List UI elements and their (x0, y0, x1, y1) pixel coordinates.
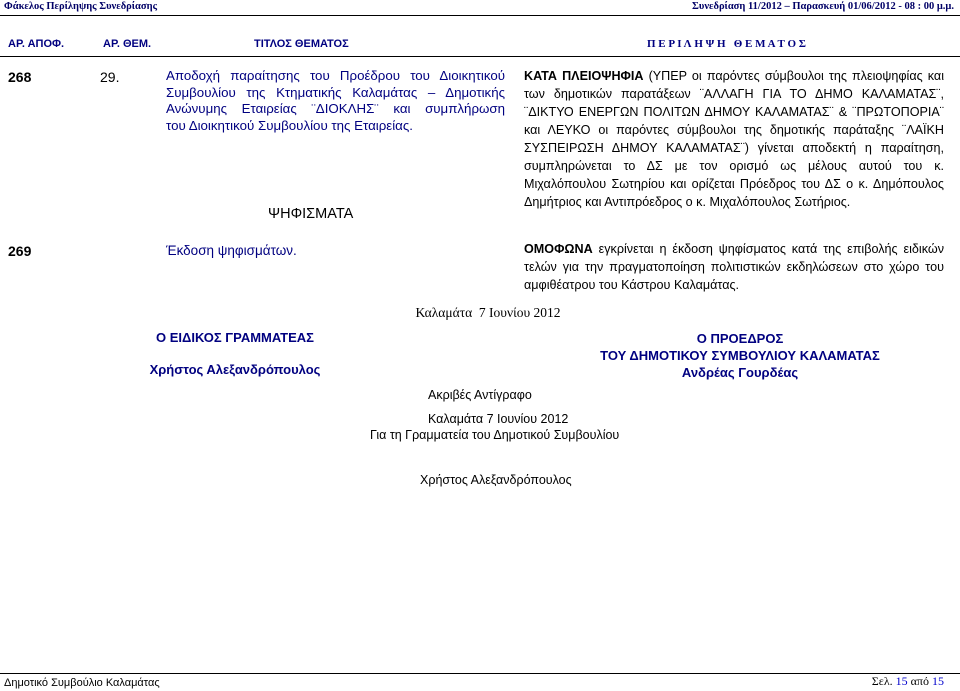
page-prefix: Σελ. (871, 674, 893, 688)
summary-line: συμπληρώνεται το ΔΣ με τον ορισμό ως μέλους αυτού του κ. (524, 159, 944, 173)
page-total: 15 (932, 674, 944, 688)
place-date-text: Καλαμάτα 7 Ιουνίου 2012 (415, 305, 561, 320)
item-268-summary (524, 67, 944, 211)
summary-text: (ΥΠΕΡ οι παρόντες σύμβουλοι της πλειοψηφίας και (643, 69, 944, 83)
certified-signatory: Χρήστος Αλεξανδρόπουλος (420, 473, 572, 487)
column-summary: Π Ε Ρ Ι Λ Η Ψ Η Θ Ε Μ Α Τ Ο Σ (647, 38, 806, 50)
decision-number-269: 269 (8, 243, 32, 259)
title-line: Συμβουλίου της Κτηματικής Καλαμάτας – Δημοτικής (166, 84, 505, 100)
summary-line: ¨ΔΙΚΤΥΟ ΕΝΕΡΓΩΝ ΠΟΛΙΤΩΝ ΔΗΜΟΥ ΚΑΛΑΜΑΤΑΣ¨ & ¨ΠΡΩΤΟΠΟΡΙΑ¨ (524, 105, 944, 119)
item-number-29: 29. (100, 69, 120, 85)
certified-copy-label: Ακριβές Αντίγραφο (428, 388, 532, 402)
item-269-title: Έκδοση ψηφισμάτων. (166, 243, 297, 258)
page-current: 15 (895, 674, 908, 688)
item-268-title (166, 68, 505, 134)
title-line: του Διοικητικού Συμβουλίου της Εταιρείας. (166, 117, 413, 133)
header-document-title: Φάκελος Περίληψης Συνεδρίασης (4, 1, 158, 12)
certified-date: Καλαμάτα 7 Ιουνίου 2012 (428, 412, 569, 426)
summary-text: εγκρίνεται η έκδοση ψηφίσματος κατά της επιβολής ειδικών (592, 242, 944, 256)
decision-number-268: 268 (8, 69, 32, 85)
secretary-name: Χρήστος Αλεξανδρόπουλος (149, 362, 321, 377)
column-header-divider (0, 56, 960, 57)
president-name: Ανδρέας Γουρδέας (681, 365, 799, 380)
column-title: ΤΙΤΛΟΣ ΘΕΜΑΤΟΣ (254, 38, 349, 50)
president-signature (570, 330, 910, 381)
column-item-number: ΑΡ. ΘΕΜ. (103, 38, 152, 50)
place-date (0, 305, 960, 321)
page-of: από (910, 674, 929, 688)
summary-line (524, 240, 944, 258)
summary-line: ΣΥΣΠΕΙΡΩΣΗ ΔΗΜΟΥ ΚΑΛΑΜΑΤΑΣ¨) γίνεται αποδεκτή η παραίτηση, (524, 141, 944, 155)
vote-result: ΟΜΟΦΩΝΑ (524, 242, 593, 256)
secretary-role: Ο ΕΙΔΙΚΟΣ ΓΡΑΜΜΑΤΕΑΣ (156, 330, 314, 345)
summary-line: τελών για την πραγματοποίηση πολιτιστικών εκδηλώσεων στο χώρο του (524, 260, 944, 274)
summary-line: και ΛΕΥΚΟ οι παρόντες σύμβουλοι της δημοτικής παράταξης ¨ΛΑΪΚΗ (524, 123, 944, 137)
header-session-info: Συνεδρίαση 11/2012 – Παρασκευή 01/06/2012 - 08 : 00 μ.μ. (692, 1, 954, 12)
president-role: Ο ΠΡΟΕΔΡΟΣ (696, 331, 784, 346)
summary-line: των δημοτικών παρατάξεων ¨ΑΛΛΑΓΗ ΓΙΑ ΤΟ ΔΗΜΟ ΚΑΛΑΜΑΤΑΣ¨, (524, 87, 944, 101)
section-title-resolutions: ΨΗΦΙΣΜΑΤΑ (268, 206, 354, 222)
summary-line: Δημήτριος και Αντιπρόεδρος ο κ. Μιχαλόπουλος Σωτήριος. (524, 195, 851, 209)
secretary-signature (110, 330, 360, 377)
column-decision-number: ΑΡ. ΑΠΟΦ. (8, 38, 65, 50)
summary-line: Μιχαλόπουλου Σωτηρίου και ορίζεται Πρόεδρος του ΔΣ ο κ. Δημόπουλος (524, 177, 944, 191)
summary-line: αμφιθέατρου του Κάστρου Καλαμάτας. (524, 278, 740, 292)
certified-office: Για τη Γραμματεία του Δημοτικού Συμβουλίου (370, 428, 620, 442)
vote-result: ΚΑΤΑ ΠΛΕΙΟΨΗΦΙΑ (524, 69, 644, 83)
title-line: Ανώνυμης Εταιρείας ¨ΔΙΟΚΛΗΣ¨ και συμπλήρωση (166, 101, 505, 116)
footer-divider (0, 673, 960, 674)
footer-council-name: Δημοτικό Συμβούλιο Καλαμάτας (4, 677, 160, 689)
summary-line (524, 67, 944, 85)
header-divider (0, 15, 960, 16)
title-line: Αποδοχή παραίτησης του Προέδρου του Διοικητικού (166, 68, 505, 83)
footer-page-number (872, 674, 944, 689)
item-269-summary (524, 240, 944, 294)
president-council: ΤΟΥ ΔΗΜΟΤΙΚΟΥ ΣΥΜΒΟΥΛΙΟΥ ΚΑΛΑΜΑΤΑΣ (600, 348, 880, 363)
